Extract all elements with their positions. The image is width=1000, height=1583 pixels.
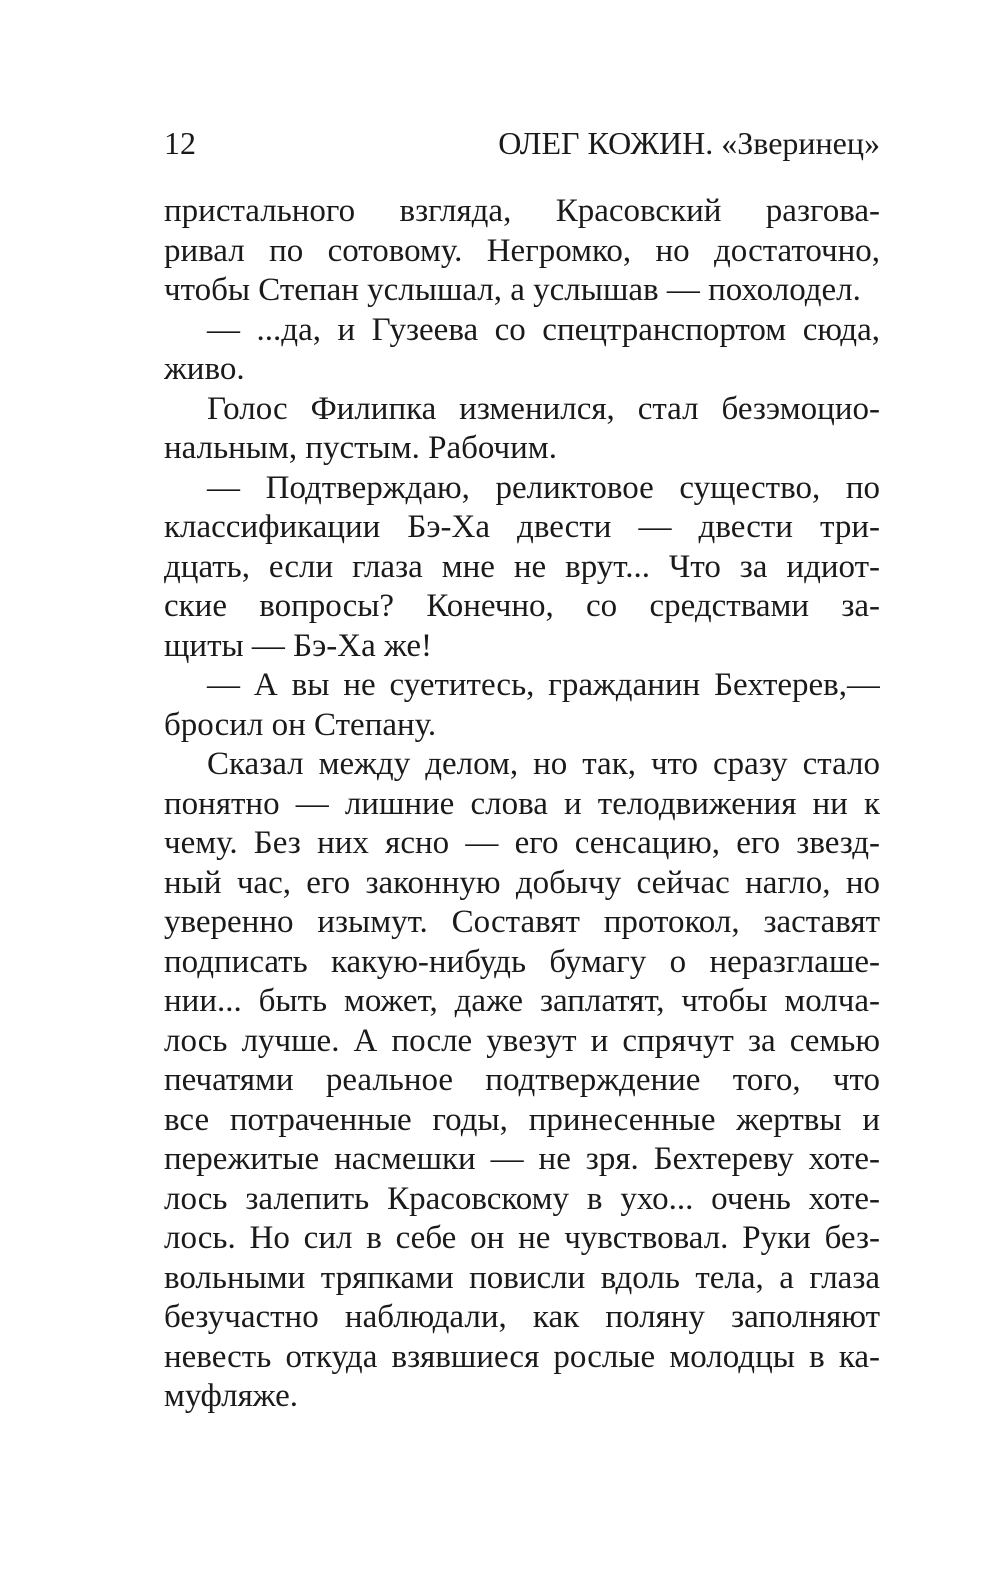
text-line: безучастно наблюдали, как поляну заполняют [164,1299,880,1335]
text-line: живо. [164,351,245,387]
text-line: все потраченные годы, принесенные жертвы и [164,1101,880,1138]
text-line: уверенно изымут. Составят протокол, заставят [164,904,880,940]
text-line: муфляже. [164,1378,299,1414]
text-line: ривал по сотовому. Негромко, но достаточно, [164,232,880,269]
body-text [164,192,880,1417]
text-line: ские вопросы? Конечно, со средствами за- [164,588,880,624]
page-number: 12 [164,125,196,161]
text-line: вольными тряпками повисли вдоль тела, а глаза [164,1259,880,1296]
text-line: подписать какую-нибудь бумагу о неразглаше- [164,943,880,980]
paragraph-start-line: Голос Филипка изменился, стал безэмоцио- [207,390,880,427]
running-title: ОЛЕГ КОЖИН. «Зверинец» [498,125,880,161]
text-line: лось залепить Красовскому в ухо... очень хоте- [164,1180,880,1217]
text-line: чтобы Степан услышал, а услышав — похолодел. [164,272,861,308]
dialogue-line: — А вы не суетитесь, гражданин Бехтерев,— [207,667,880,703]
text-line: печатями реальное подтверждение того, что [164,1062,880,1098]
text-line: дцать, если глаза мне не врут... Что за идиот- [164,548,880,585]
text-line: нии... быть может, даже заплатят, чтобы молча- [164,983,880,1019]
text-line: классификации Бэ-Ха двести — двести три- [164,509,880,545]
text-line: щиты — Бэ-Ха же! [164,627,432,664]
text-line: понятно — лишние слова и телодвижения ни к [164,785,880,822]
running-header [164,118,880,168]
text-line: бросил он Степану. [164,706,437,743]
text-line: чему. Без них ясно — его сенсацию, его звезд- [164,825,880,861]
paragraph-start-line: Сказал между делом, но так, что сразу стало [207,746,880,782]
dialogue-line: — ...да, и Гузеева со спецтранспортом сюда, [207,311,880,348]
text-line: лось лучше. А после увезут и спрячут за семью [164,1022,880,1059]
text-line: нальным, пустым. Рабочим. [164,430,557,466]
text-line: ный час, его законную добычу сейчас нагло, но [164,864,880,901]
text-line: пережитые насмешки — не зря. Бехтереву хоте- [164,1141,880,1177]
text-line: пристального взгляда, Красовский разгова- [164,193,880,229]
dialogue-line: — Подтверждаю, реликтовое существо, по [207,469,880,506]
text-line: невесть откуда взявшиеся рослые молодцы в ка- [164,1338,880,1375]
text-line: лось. Но сил в себе он не чувствовал. Руки без- [164,1220,880,1256]
